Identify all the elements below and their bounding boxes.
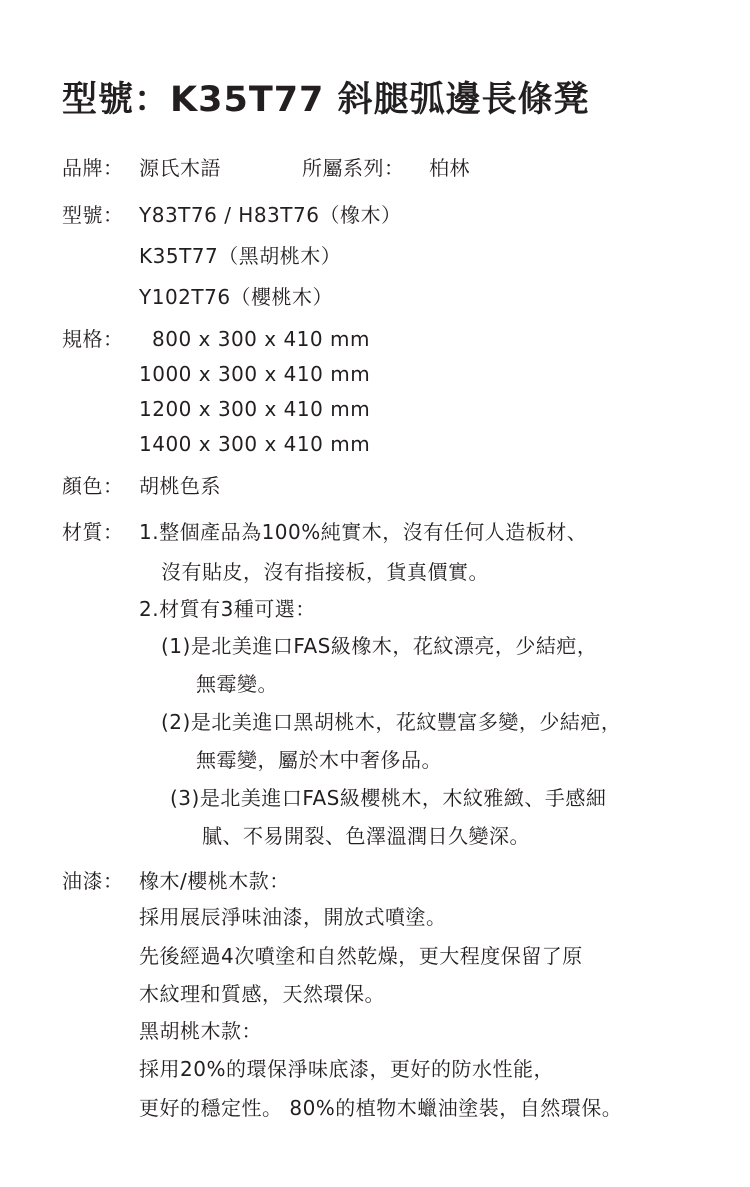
spec-line: 1400 x 300 x 410 mm <box>139 432 371 456</box>
finish-line: 黑胡桃木款： <box>139 1019 262 1043</box>
finish-line: 採用展辰淨味油漆，開放式噴塗。 <box>139 905 447 929</box>
color-label: 顏色： <box>62 474 124 498</box>
model-line: Y102T76（櫻桃木） <box>139 285 334 309</box>
material-line: 沒有貼皮，沒有指接板，貨真價實。 <box>161 560 489 584</box>
product-title: 型號：K35T77 斜腿弧邊長條凳 <box>62 80 590 120</box>
color-value: 胡桃色系 <box>139 474 221 498</box>
series-label: 所屬系列： <box>302 156 405 180</box>
material-line: 膩、不易開裂、色澤溫潤日久變深。 <box>202 824 530 848</box>
material-line: (1)是北美進口FAS級橡木，花紋漂亮，少結疤， <box>161 634 598 658</box>
material-line: (2)是北美進口黑胡桃木，花紋豐富多變，少結疤， <box>161 710 622 734</box>
brand-value: 源氏木語 <box>139 156 221 180</box>
material-line: 1.整個產品為100%純實木，沒有任何人造板材、 <box>139 520 588 544</box>
model-line: K35T77（黑胡桃木） <box>139 244 342 268</box>
brand-label: 品牌： <box>62 156 124 180</box>
material-line: 2.材質有3種可選： <box>139 597 316 621</box>
finish-line: 採用20%的環保淨味底漆，更好的防水性能， <box>139 1057 554 1081</box>
spec-label: 規格： <box>62 327 124 351</box>
material-line: 無霉變。 <box>196 672 278 696</box>
finish-label: 油漆： <box>62 869 124 893</box>
spec-line: 1200 x 300 x 410 mm <box>139 397 371 421</box>
finish-line: 先後經過4次噴塗和自然乾燥，更大程度保留了原 <box>139 944 583 968</box>
material-line: (3)是北美進口FAS級櫻桃木，木紋雅緻、手感細 <box>170 786 607 810</box>
spec-line: 800 x 300 x 410 mm <box>152 327 370 351</box>
finish-line: 更好的穩定性。 80%的植物木蠟油塗裝，自然環保。 <box>139 1096 623 1120</box>
finish-line: 橡木/櫻桃木款： <box>139 869 290 893</box>
material-label: 材質： <box>62 520 124 544</box>
material-line: 無霉變，屬於木中奢侈品。 <box>196 748 442 772</box>
model-label: 型號： <box>62 203 124 227</box>
series-value: 柏林 <box>429 156 470 180</box>
finish-line: 木紋理和質感，天然環保。 <box>139 982 385 1006</box>
model-line: Y83T76 / H83T76（橡木） <box>139 203 402 227</box>
spec-line: 1000 x 300 x 410 mm <box>139 362 371 386</box>
